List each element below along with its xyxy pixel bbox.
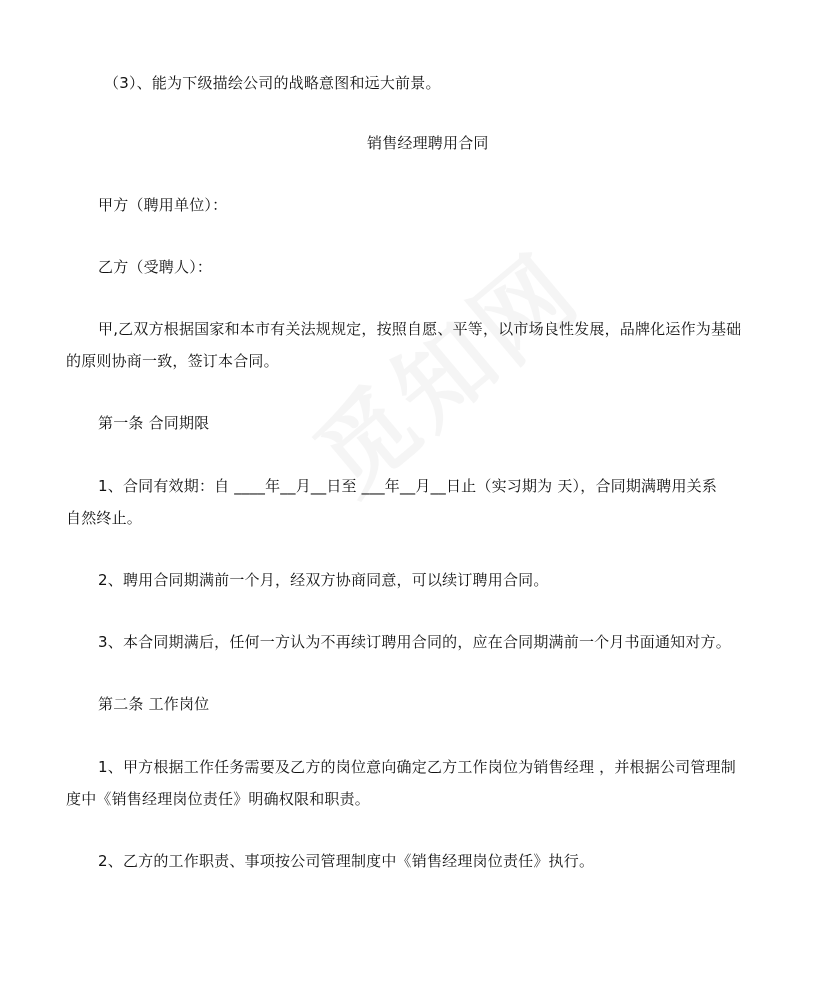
article2-item2: 2、乙方的工作职责、事项按公司管理制度中《销售经理岗位责任》执行。 [98, 852, 595, 870]
article1-item3: 3、本合同期满后，任何一方认为不再续订聘用合同的，应在合同期满前一个月书面通知对方。 [98, 633, 731, 651]
preceding-line: （3）、能为下级描绘公司的战略意图和远大前景。 [104, 74, 441, 92]
article1-item2: 2、聘用合同期满前一个月，经双方协商同意，可以续订聘用合同。 [98, 571, 549, 589]
article2-heading: 第二条 工作岗位 [98, 695, 210, 713]
article2-item1-line2: 度中《销售经理岗位责任》明确权限和职责。 [66, 790, 371, 808]
intro-paragraph-line1: 甲,乙双方根据国家和本市有关法规规定，按照自愿、平等，以市场良性发展，品牌化运作为基础 [98, 320, 742, 338]
article1-item1-line1: 1、合同有效期：自 ____年__月__日至 ___年__月__日止（实习期为 天），合同期满聘用关系 [98, 477, 718, 495]
article1-heading: 第一条 合同期限 [98, 414, 210, 432]
party-a-line: 甲方（聘用单位）： [98, 196, 228, 214]
article1-item1-line2: 自然终止。 [66, 509, 143, 527]
article2-item1-line1: 1、甲方根据工作任务需要及乙方的岗位意向确定乙方工作岗位为销售经理 ，并根据公司管理制 [98, 758, 736, 776]
intro-paragraph-line2: 的原则协商一致，签订本合同。 [66, 352, 279, 370]
document-title: 销售经理聘用合同 [367, 134, 489, 152]
party-b-line: 乙方（受聘人）： [98, 258, 213, 276]
